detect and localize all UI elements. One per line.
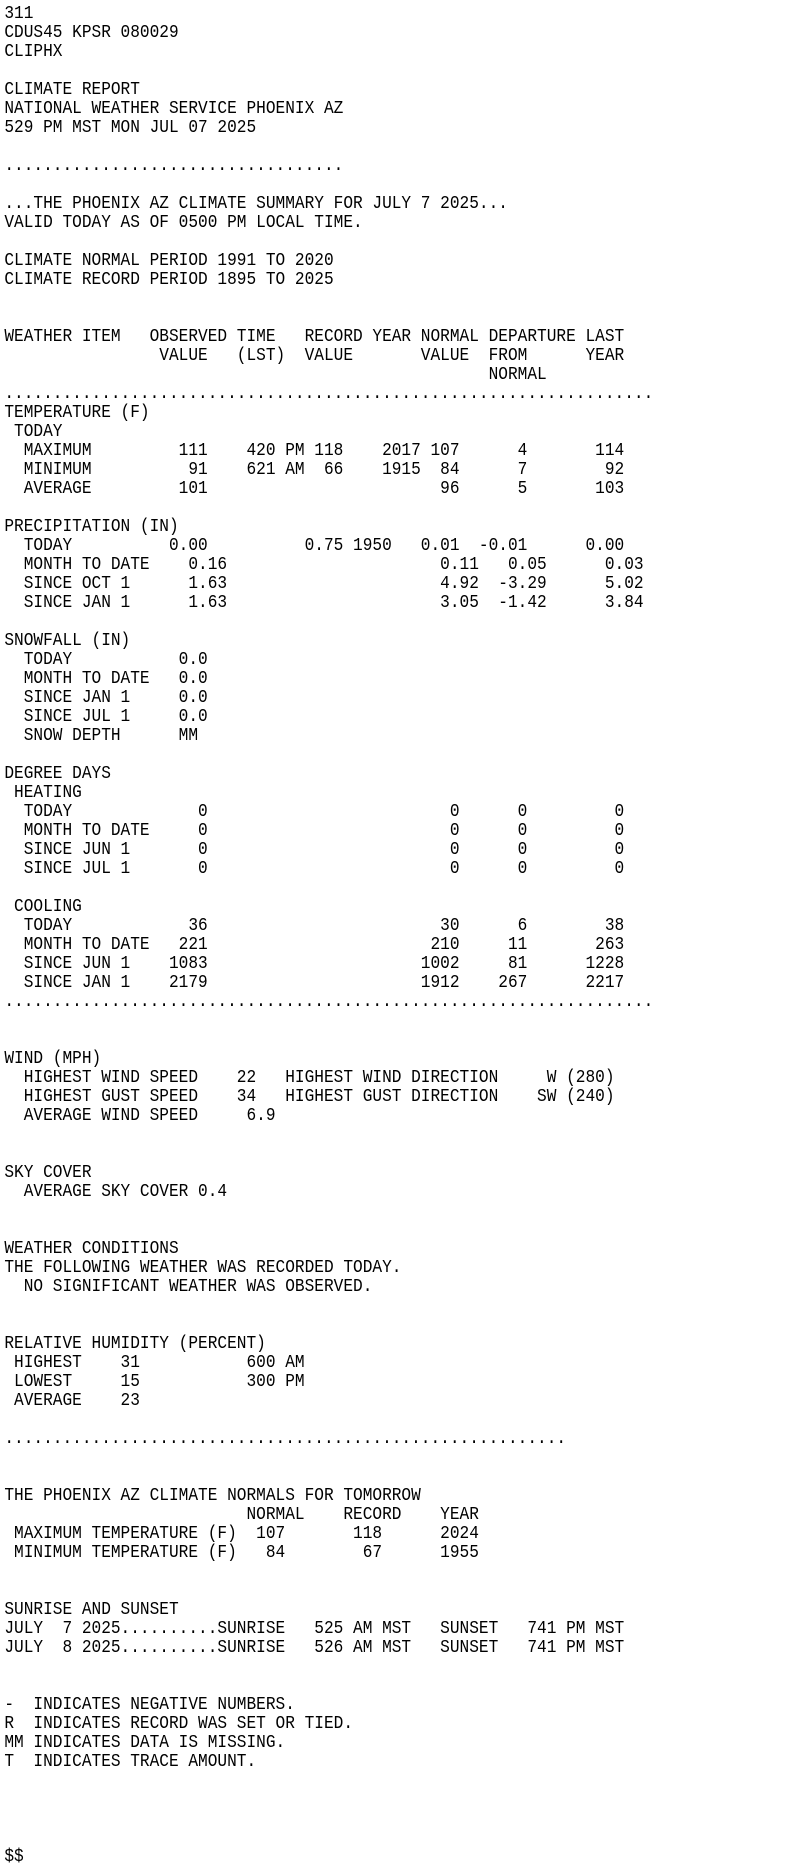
report-line: TODAY 0 0 0 0 <box>4 801 625 822</box>
report-line <box>4 1030 703 1049</box>
report-line: NORMAL <box>4 364 547 385</box>
report-line: ................................................................... <box>4 383 654 404</box>
report-line: JULY 7 2025..........SUNRISE 525 AM MST SUNSET 741 PM MST <box>4 1618 625 1639</box>
report-line <box>4 1144 703 1163</box>
report-line: HIGHEST GUST SPEED 34 HIGHEST GUST DIRECTION SW (240) <box>4 1086 615 1107</box>
report-line: SUNRISE AND SUNSET <box>4 1599 179 1620</box>
report-line <box>4 1828 703 1847</box>
report-line <box>4 1467 703 1486</box>
report-line <box>4 1657 703 1676</box>
report-line: RELATIVE HUMIDITY (PERCENT) <box>4 1333 266 1354</box>
report-line: VALID TODAY AS OF 0500 PM LOCAL TIME. <box>4 212 363 233</box>
report-line: CDUS45 KPSR 080029 <box>4 22 179 43</box>
report-line: SINCE JUL 1 0.0 <box>4 706 208 727</box>
report-line <box>4 1201 703 1220</box>
report-line <box>4 308 703 327</box>
report-line <box>4 878 703 897</box>
report-line <box>4 1296 703 1315</box>
report-line: SINCE JUN 1 0 0 0 0 <box>4 839 625 860</box>
report-line: PRECIPITATION (IN) <box>4 516 179 537</box>
report-line: TODAY 0.0 <box>4 649 208 670</box>
report-line: TODAY 0.00 0.75 1950 0.01 -0.01 0.00 <box>4 535 625 556</box>
report-line: SKY COVER <box>4 1162 92 1183</box>
report-line: VALUE (LST) VALUE VALUE FROM YEAR <box>4 345 625 366</box>
report-line: CLIPHX <box>4 41 63 62</box>
report-line: SINCE JUL 1 0 0 0 0 <box>4 858 625 879</box>
report-line: WEATHER CONDITIONS <box>4 1238 179 1259</box>
report-line <box>4 232 703 251</box>
report-line: AVERAGE SKY COVER 0.4 <box>4 1181 228 1202</box>
report-line: THE PHOENIX AZ CLIMATE NORMALS FOR TOMORROW <box>4 1485 421 1506</box>
report-line: MM INDICATES DATA IS MISSING. <box>4 1732 286 1753</box>
report-line: SNOW DEPTH MM <box>4 725 199 746</box>
report-line <box>4 1581 703 1600</box>
report-line: MONTH TO DATE 0 0 0 0 <box>4 820 625 841</box>
report-line: SINCE JAN 1 0.0 <box>4 687 208 708</box>
report-line: WEATHER ITEM OBSERVED TIME RECORD YEAR NORMAL DEPARTURE LAST <box>4 326 625 347</box>
report-line <box>4 1676 703 1695</box>
report-line: MONTH TO DATE 0.0 <box>4 668 208 689</box>
report-line <box>4 612 703 631</box>
report-line: SINCE JUN 1 1083 1002 81 1228 <box>4 953 625 974</box>
report-line: DEGREE DAYS <box>4 763 111 784</box>
report-line: MAXIMUM TEMPERATURE (F) 107 118 2024 <box>4 1523 479 1544</box>
report-line <box>4 61 703 80</box>
report-line <box>4 1562 703 1581</box>
report-line: $$ <box>4 1846 24 1867</box>
report-line: MONTH TO DATE 221 210 11 263 <box>4 934 625 955</box>
report-line: TEMPERATURE (F) <box>4 402 150 423</box>
report-line: JULY 8 2025..........SUNRISE 526 AM MST SUNSET 741 PM MST <box>4 1637 625 1658</box>
report-line: COOLING <box>4 896 82 917</box>
report-line <box>4 1220 703 1239</box>
report-line: TODAY 36 30 6 38 <box>4 915 625 936</box>
report-line: SINCE OCT 1 1.63 4.92 -3.29 5.02 <box>4 573 644 594</box>
report-line: MONTH TO DATE 0.16 0.11 0.05 0.03 <box>4 554 644 575</box>
report-line: HIGHEST WIND SPEED 22 HIGHEST WIND DIRECTION W (280) <box>4 1067 615 1088</box>
report-line <box>4 1809 703 1828</box>
report-line: MINIMUM 91 621 AM 66 1915 84 7 92 <box>4 459 625 480</box>
report-line <box>4 289 703 308</box>
report-line <box>4 498 703 517</box>
report-line: AVERAGE 101 96 5 103 <box>4 478 625 499</box>
report-line: .......................................................... <box>4 1428 567 1449</box>
report-line: NORMAL RECORD YEAR <box>4 1504 479 1525</box>
report-line: ................................................................... <box>4 991 654 1012</box>
report-line <box>4 1410 703 1429</box>
report-line <box>4 1011 703 1030</box>
report-line <box>4 745 703 764</box>
report-line: CLIMATE REPORT <box>4 79 140 100</box>
report-line <box>4 137 703 156</box>
report-line: TODAY <box>4 421 63 442</box>
report-line: SINCE JAN 1 2179 1912 267 2217 <box>4 972 625 993</box>
report-line: NATIONAL WEATHER SERVICE PHOENIX AZ <box>4 98 344 119</box>
report-line: NO SIGNIFICANT WEATHER WAS OBSERVED. <box>4 1276 373 1297</box>
report-line: SINCE JAN 1 1.63 3.05 -1.42 3.84 <box>4 592 644 613</box>
report-line: AVERAGE WIND SPEED 6.9 <box>4 1105 276 1126</box>
report-line: AVERAGE 23 <box>4 1390 140 1411</box>
report-line: THE FOLLOWING WEATHER WAS RECORDED TODAY. <box>4 1257 402 1278</box>
report-line: HEATING <box>4 782 82 803</box>
report-line: ...THE PHOENIX AZ CLIMATE SUMMARY FOR JULY 7 2025... <box>4 193 508 214</box>
report-line: MAXIMUM 111 420 PM 118 2017 107 4 114 <box>4 440 625 461</box>
report-line <box>4 1448 703 1467</box>
report-line <box>4 1790 703 1809</box>
report-line: CLIMATE NORMAL PERIOD 1991 TO 2020 <box>4 250 334 271</box>
report-line: CLIMATE RECORD PERIOD 1895 TO 2025 <box>4 269 334 290</box>
report-line: ................................... <box>4 155 344 176</box>
report-line <box>4 175 703 194</box>
report-line: T INDICATES TRACE AMOUNT. <box>4 1751 257 1772</box>
report-line <box>4 1125 703 1144</box>
report-line: - INDICATES NEGATIVE NUMBERS. <box>4 1694 295 1715</box>
report-line: MINIMUM TEMPERATURE (F) 84 67 1955 <box>4 1542 479 1563</box>
report-line <box>4 1315 703 1334</box>
report-line: 529 PM MST MON JUL 07 2025 <box>4 117 257 138</box>
report-line: LOWEST 15 300 PM <box>4 1371 305 1392</box>
report-line: HIGHEST 31 600 AM <box>4 1352 305 1373</box>
report-line: WIND (MPH) <box>4 1048 102 1069</box>
report-line: SNOWFALL (IN) <box>4 630 131 651</box>
report-line: R INDICATES RECORD WAS SET OR TIED. <box>4 1713 354 1734</box>
report-line: 311 <box>4 3 34 24</box>
report-line <box>4 1771 703 1790</box>
